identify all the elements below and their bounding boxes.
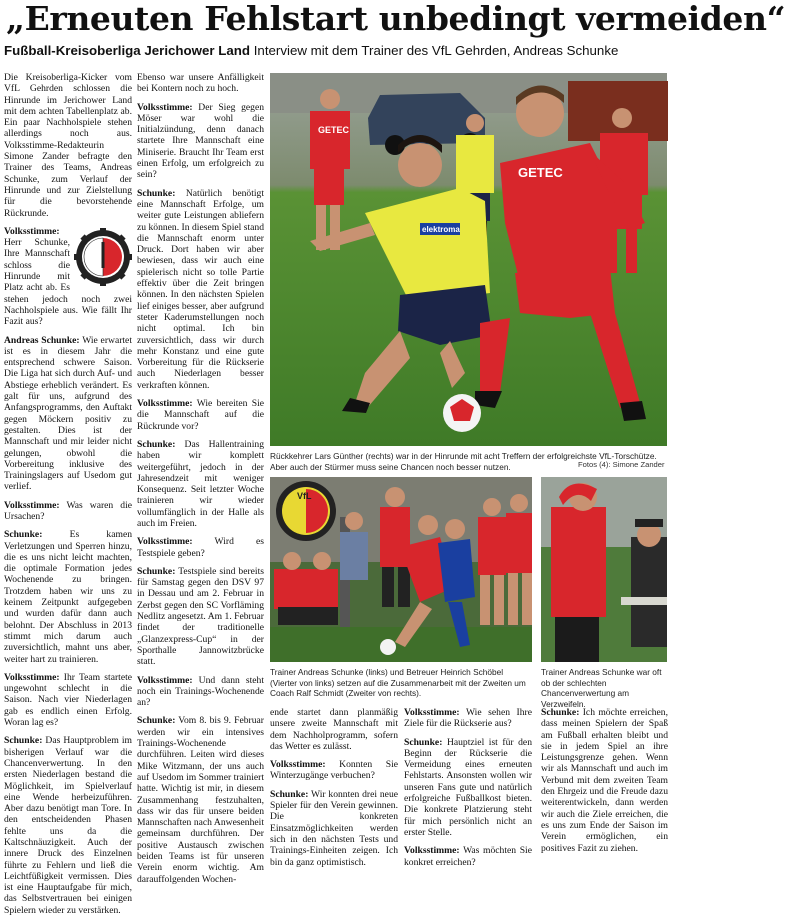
col3-answer-1: Schunke: Wir konnten drei neue Spieler für den Verein gewinnen. Die konkreten Einsatzmöglichkeiten werden sich in den nächsten Tests und Trainings-Einheiten zeigen. Ich bin da ganz optimistisch.: [270, 788, 398, 868]
subhead-kicker: Fußball-Kreisoberliga Jerichower Land: [4, 43, 251, 58]
col4-answer-1: Schunke: Hauptziel ist für den Beginn der Rückserie die Vermeidung eines erneuten Fehlstarts. Ansonsten wollen wir unseren Fans gute und natürlich erfolgreiche Fußballkost bieten. Die konkrete Platzierung steht für mich persönlich nicht an erster Stelle.: [404, 736, 532, 838]
col2-answer-2: Schunke: Das Hallentraining haben wir komplett weitergeführt, jedoch in der Jahresendzeit mit weniger Konsequenz. Seit letzter Woche trainieren wir wieder vollumfänglich in der Halle als auch im Freien.: [137, 438, 264, 529]
answer-1: Andreas Schunke: Wie erwartet ist es in diesem Jahr die entsprechend schwere Saison. Die Liga hat sich durch Auf- und Abstiege erheblich verändert. Es galt für uns, aufgrund des Anfangsprogramms, den Auftakt gegen Möckern positiv zu gestalten. Dies ist der Mannschaft und mir leider nicht gelungen, obwohl die Vorbereitung inklusive des Trainingslagers auf Usedom gut verlief.: [4, 334, 132, 493]
article-column-3: [270, 707, 398, 868]
right-photo-caption: Trainer Andreas Schunke war oft ob der schlechten Chancenverwertung am Verzweifeln.: [541, 667, 662, 709]
col2-answer-4: Schunke: Vom 8. bis 9. Februar werden wir ein intensives Trainings-Wochenende durchführen. Leiten wird dieses Mike Witzmann, der uns auch auf Usedom im Sommer trainiert hatte. Wichtig ist mir, in diesem Zusammenhang festzuhalten, dass wir das für unsere beiden Mannschaften nach Anwesenheit gemeinsam durchführen. Der positive Austausch zwischen beiden Teams ist für unseren Verein enorm wichtig. Am darauffolgenden Wochen-: [137, 715, 264, 885]
question-3: Volksstimme: Ihr Team startete ungewohnt schlecht in die Saison. Nach vier Niederlagen gab es endlich einen Erfolg. Woran lag es?: [4, 671, 132, 729]
article-column-2: [137, 72, 264, 885]
jersey-text-yellow: elektroma: [422, 225, 460, 234]
headline: „Erneuten Fehlstart unbedingt vermeiden“: [6, 0, 785, 38]
article-column-1: [4, 72, 132, 916]
team-photo-left: [270, 477, 532, 662]
col3-question-1: Volksstimme: Konnten Sie Winterzugänge verbuchen?: [270, 759, 398, 782]
col2-question-4: Volksstimme: Und dann steht noch ein Trainings-Wochenende an?: [137, 674, 264, 709]
col2-question-3: Volksstimme: Wird es Testspiele geben?: [137, 536, 264, 559]
main-photo: [270, 73, 667, 446]
question-1: Volksstimme: Herr Schunke, Ihre Mannschaft schloss die Hinrunde mit Platz acht ab. Es stehen jedoch noch zwei Nachholspiele aus. Wie fällt Ihr Fazit aus?: [4, 225, 132, 328]
article-column-5: [541, 707, 668, 865]
answer-2: Schunke: Es kamen Verletzungen und Sperren hinzu, die es uns nicht leicht machten, die optimale Formation jedes Wochenende zu bringen. Trotzdem haben wir uns zu keinem Zeitpunkt aufgegeben und wurden dafür dann auch belohnt. Der Abschluss in 2013 stimmt mich darum auch zuversichtlich, mahnt uns aber, weiter hart zu trainieren.: [4, 529, 132, 665]
col2-answer-1: Schunke: Natürlich benötigt eine Mannschaft Erfolge, um weiter gute Leistungen abliefern zu können. In diesem Spiel stand die Mannschaft enorm unter Druck. Dort haben wir aber bewiesen, dass wir auch eine spielerisch nicht so tolle Partie effektiv über die Zeit bringen können. In den nächsten Spielen lief einiges besser, aber aufgrund steter Kaderumstellungen noch nicht optimal. Ich bin zuversichtlich, dass wir durch mehr Konstanz und eine gute Vorbereitung für die Rückserie auch Niederlagen besser verkraften können.: [137, 187, 264, 391]
question-2: Volksstimme: Was waren die Ursachen?: [4, 499, 132, 522]
col2-answer-3: Schunke: Testspiele sind bereits für Samstag gegen den DSV 97 in Dessau und am 2. Februar in Zerbst gegen den SC Vorfläming Nedlitz angesetzt. Am 1. Februar findet der traditionelle „Glanzexpress-Cup“ in der Sporthalle Jannowitzbrücke statt.: [137, 565, 264, 668]
col2-lead: Ebenso war unsere Anfälligkeit bei Kontern noch zu hoch.: [137, 72, 264, 95]
subhead-text: Interview mit dem Trainer des VfL Gehrden, Andreas Schunke: [250, 43, 619, 58]
article-column-4: [404, 707, 532, 868]
coach-photo-right: [541, 477, 667, 662]
col3-lead: ende startet dann planmäßig unsere zweite Mannschaft mit dem Nachholprogramm, sofern das Wetter es zulässt.: [270, 707, 398, 752]
subhead: [4, 42, 688, 59]
col5-answer-1: Schunke: Ich möchte erreichen, dass meinen Spielern der Spaß am Fußball erhalten bleibt und sie in jedem Spiel an ihre Leistungsgrenze gehen. Wenn wir als Mannschaft und auch im Verbund mit dem zweiten Team den Ehrgeiz und die Freude dazu weiterentwickeln, dann werden wir auch die Ziele erreichen, die es uns zum Ende der Saison im Verein ermöglichen, ein positives Fazit zu ziehen.: [541, 707, 668, 854]
answer-3: Schunke: Das Hauptproblem im bisherigen Verlauf war die Chancenverwertung. In den ersten Niederlagen bestand die Möglichkeit, im Spielverlauf eine Wende herbeizuführen. Aber dazu benötigt man Tore. In den entscheidenden Phasen fehlte uns da die Kaltschnäuzigkeit. Auch der innere Druck des Einzelnen führte zu Fehlern und ließ die Leichtfüßigkeit vermissen. Dies ist eine Hauptaufgabe für mich, das Selbstvertrauen bei einigen Spielern wieder zu verstärken.: [4, 735, 132, 916]
col2-question-1: Volksstimme: Der Sieg gegen Möser war wohl die Initialzündung, denn danach startete Ihre Mannschaft eine Miniserie. Braucht Ihr Team erst einen Erfolg, um erfolgreich zu sein?: [137, 101, 264, 181]
jersey-text-bg: GETEC: [318, 125, 350, 135]
jersey-text-front: GETEC: [518, 165, 563, 180]
intro-paragraph: Die Kreisoberliga-Kicker vom VfL Gehrden schlossen die Hinrunde im Jerichower Land mit dem achten Tabellenplatz ab. Ein paar Nachholspiele stehen allerdings noch aus. Volksstimme-Redakteurin Simone Zander befragte den Trainer des Teams, Andreas Schunke, zum Verlauf der Hinrunde und zur Zielstellung für die bevorstehende Rückrunde.: [4, 72, 132, 219]
photo-credit: Fotos (4): Simone Zander: [578, 460, 665, 469]
col4-question-2: Volksstimme: Was möchten Sie konkret erreichen?: [404, 845, 532, 868]
left-photo-caption: Trainer Andreas Schunke (links) und Betreuer Heinrich Schöbel (Vierter von links) setzen auf die Zusammenarbeit mit der Zweiten um Coach Ralf Schmidt (Zweiter von rechts).: [270, 667, 526, 698]
vfl-logo-text: VfL: [297, 491, 312, 501]
club-logo-small: [74, 228, 132, 286]
main-photo-caption: Rückkehrer Lars Günther (rechts) war in der Hinrunde mit acht Treffern der erfolgreichste VfL-Torschütze. Aber auch der Stürmer muss seine Chancen noch besser nutzen.: [270, 451, 657, 472]
col2-question-2: Volksstimme: Wie bereiten Sie die Mannschaft auf die Rückrunde vor?: [137, 398, 264, 432]
col4-question-1: Volksstimme: Wie sehen Ihre Ziele für die Rückserie aus?: [404, 707, 532, 730]
